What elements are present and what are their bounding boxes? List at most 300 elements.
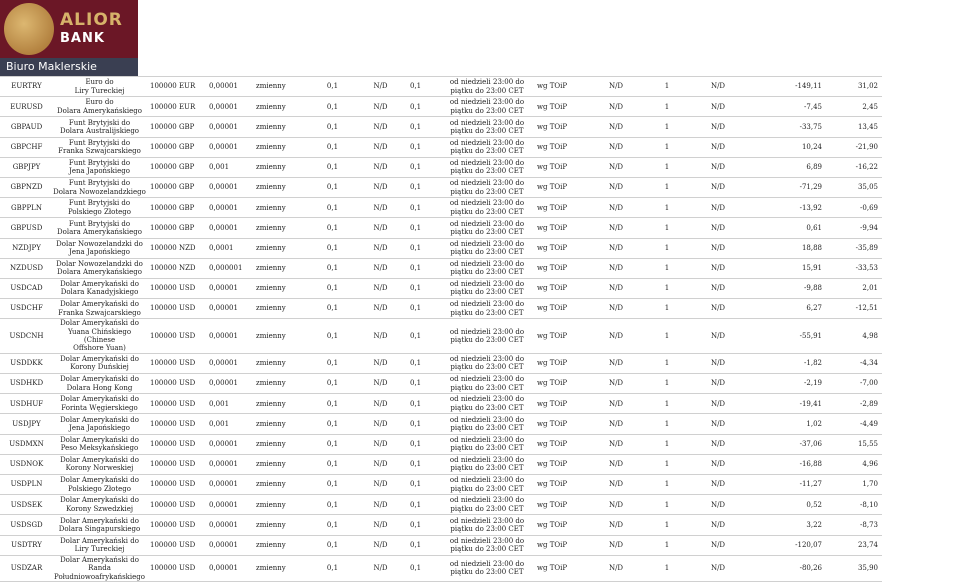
swap-long: -120,07 — [743, 535, 826, 555]
value-a: 0,1 — [308, 414, 357, 434]
trading-hours — [445, 299, 529, 319]
value-f: N/D — [693, 495, 743, 515]
swap-long: -9,88 — [743, 278, 826, 298]
rate-source: wg TOiP — [529, 535, 591, 555]
description-line: Dolar Amerykański do — [60, 536, 139, 545]
hours-line: piątku do 23:00 CET — [450, 147, 524, 156]
instrument-description — [53, 434, 146, 454]
instrument-symbol: USDTRY — [0, 535, 53, 555]
logo-alior-text: ALIOR — [60, 10, 123, 30]
coin-emblem-icon — [4, 3, 54, 55]
hours-line: piątku do 23:00 CET — [450, 484, 524, 493]
spread-type: zmienny — [254, 157, 308, 177]
description-line: Polskiego Złotego — [67, 484, 131, 493]
trading-hours — [445, 454, 529, 474]
trading-hours — [445, 278, 529, 298]
value-e: 1 — [641, 77, 693, 97]
spread-type: zmienny — [254, 258, 308, 278]
hours-line: od niedzieli 23:00 do — [449, 179, 525, 188]
value-e: 1 — [641, 198, 693, 218]
price-step: 0,00001 — [203, 535, 254, 555]
hours-line: piątku do 23:00 CET — [450, 403, 524, 412]
rate-source: wg TOiP — [529, 177, 591, 197]
value-e: 1 — [641, 117, 693, 137]
spread-type: zmienny — [254, 77, 308, 97]
value-f: N/D — [693, 117, 743, 137]
value-b: N/D — [357, 198, 404, 218]
description-line: Forinta Węgierskiego — [61, 403, 138, 412]
rate-source: wg TOiP — [529, 258, 591, 278]
value-f: N/D — [693, 515, 743, 535]
value-f: N/D — [693, 177, 743, 197]
price-step: 0,00001 — [203, 374, 254, 394]
instrument-description — [53, 137, 146, 157]
trading-hours — [445, 218, 529, 238]
swap-long: 10,24 — [743, 137, 826, 157]
table-row — [0, 515, 960, 535]
description-line: Dolar Amerykański do — [60, 375, 139, 384]
value-a: 0,1 — [308, 97, 357, 117]
hours-line: piątku do 23:00 CET — [450, 444, 524, 453]
hours-line: piątku do 23:00 CET — [450, 248, 524, 257]
table-row — [0, 374, 960, 394]
value-a: 0,1 — [308, 137, 357, 157]
value-e: 1 — [641, 434, 693, 454]
value-d: N/D — [591, 319, 641, 354]
hours-line: od niedzieli 23:00 do — [449, 375, 525, 384]
trading-hours — [445, 77, 529, 97]
swap-long: 0,52 — [743, 495, 826, 515]
hours-line: od niedzieli 23:00 do — [449, 280, 525, 289]
trading-hours — [445, 414, 529, 434]
price-step: 0,00001 — [203, 77, 254, 97]
hours-line: piątku do 23:00 CET — [450, 207, 524, 216]
value-b: N/D — [357, 475, 404, 495]
price-step: 0,00001 — [203, 299, 254, 319]
swap-short: 35,05 — [826, 177, 882, 197]
value-a: 0,1 — [308, 475, 357, 495]
rate-source: wg TOiP — [529, 475, 591, 495]
table-row — [0, 319, 960, 354]
trading-hours — [445, 495, 529, 515]
value-c: 0,1 — [404, 238, 445, 258]
hours-line: od niedzieli 23:00 do — [449, 456, 525, 464]
value-f: N/D — [693, 353, 743, 373]
value-b: N/D — [357, 117, 404, 137]
description-line: Dolara Singapurskiego — [58, 524, 141, 533]
value-a: 0,1 — [308, 319, 357, 354]
description-line: Funt Brytyjski do — [68, 158, 131, 167]
value-e: 1 — [641, 353, 693, 373]
hours-line: od niedzieli 23:00 do — [449, 415, 525, 424]
description-line: Franka Szwajcarskiego — [58, 308, 141, 317]
spread-type: zmienny — [254, 218, 308, 238]
spread-type: zmienny — [254, 414, 308, 434]
rate-source: wg TOiP — [529, 157, 591, 177]
value-c: 0,1 — [404, 555, 445, 581]
trading-hours — [445, 238, 529, 258]
rate-source: wg TOiP — [529, 434, 591, 454]
hours-line: piątku do 23:00 CET — [450, 504, 524, 513]
price-step: 0,00001 — [203, 319, 254, 354]
value-a: 0,1 — [308, 258, 357, 278]
value-f: N/D — [693, 319, 743, 354]
hours-line: od niedzieli 23:00 do — [449, 239, 525, 248]
value-e: 1 — [641, 137, 693, 157]
hours-line: od niedzieli 23:00 do — [449, 536, 525, 545]
logo-bank-text: BANK — [60, 31, 105, 46]
spread-type: zmienny — [254, 475, 308, 495]
trading-hours — [445, 434, 529, 454]
description-line: Jena Japońskiego — [69, 248, 130, 257]
description-line: Randa — [88, 564, 111, 573]
value-c: 0,1 — [404, 77, 445, 97]
value-a: 0,1 — [308, 198, 357, 218]
instrument-symbol: USDPLN — [0, 475, 53, 495]
swap-short: 31,02 — [826, 77, 882, 97]
instrument-description — [53, 353, 146, 373]
description-line: Dolara Hong Kong — [66, 383, 133, 392]
spread-type: zmienny — [254, 278, 308, 298]
swap-short: 4,96 — [826, 454, 882, 474]
value-a: 0,1 — [308, 218, 357, 238]
value-f: N/D — [693, 535, 743, 555]
table-row — [0, 278, 960, 298]
instrument-description — [53, 299, 146, 319]
table-row — [0, 434, 960, 454]
rate-source: wg TOiP — [529, 495, 591, 515]
swap-long: 18,88 — [743, 238, 826, 258]
swap-short: -8,73 — [826, 515, 882, 535]
contract-nominal: 100000 GBP — [146, 177, 203, 197]
value-f: N/D — [693, 434, 743, 454]
value-c: 0,1 — [404, 299, 445, 319]
spread-type: zmienny — [254, 177, 308, 197]
value-d: N/D — [591, 299, 641, 319]
description-line: Dolar Amerykański do — [60, 395, 139, 404]
hours-line: piątku do 23:00 CET — [450, 268, 524, 277]
rate-source: wg TOiP — [529, 117, 591, 137]
trading-hours — [445, 555, 529, 581]
instrument-description — [53, 218, 146, 238]
hours-line: od niedzieli 23:00 do — [449, 98, 525, 107]
table-row — [0, 475, 960, 495]
instrument-symbol: EURTRY — [0, 77, 53, 97]
rate-source: wg TOiP — [529, 299, 591, 319]
hours-line: od niedzieli 23:00 do — [449, 199, 525, 208]
table-row — [0, 353, 960, 373]
value-b: N/D — [357, 374, 404, 394]
instrument-symbol: GBPJPY — [0, 157, 53, 177]
value-e: 1 — [641, 515, 693, 535]
instrument-symbol: NZDJPY — [0, 238, 53, 258]
value-d: N/D — [591, 97, 641, 117]
instrument-description — [53, 198, 146, 218]
instrument-description — [53, 414, 146, 434]
value-d: N/D — [591, 374, 641, 394]
instrument-symbol: USDCHF — [0, 299, 53, 319]
description-line: Dolara Australijskiego — [59, 126, 140, 135]
value-b: N/D — [357, 218, 404, 238]
description-line: Dolar Amerykański do — [60, 435, 139, 444]
swap-long: -16,88 — [743, 454, 826, 474]
hours-line: od niedzieli 23:00 do — [449, 300, 525, 309]
instrument-description — [53, 278, 146, 298]
instrument-description — [53, 97, 146, 117]
value-b: N/D — [357, 258, 404, 278]
hours-line: od niedzieli 23:00 do — [449, 355, 525, 364]
value-a: 0,1 — [308, 495, 357, 515]
rate-source: wg TOiP — [529, 278, 591, 298]
value-d: N/D — [591, 117, 641, 137]
table-row — [0, 454, 960, 474]
description-line: Korony Norweskiej — [65, 464, 134, 473]
hours-line: piątku do 23:00 CET — [450, 187, 524, 196]
value-b: N/D — [357, 137, 404, 157]
value-f: N/D — [693, 278, 743, 298]
price-step: 0,00001 — [203, 198, 254, 218]
spread-type: zmienny — [254, 374, 308, 394]
trading-hours — [445, 394, 529, 414]
hours-line: od niedzieli 23:00 do — [449, 78, 525, 87]
value-f: N/D — [693, 258, 743, 278]
hours-line: od niedzieli 23:00 do — [449, 476, 525, 485]
value-b: N/D — [357, 238, 404, 258]
swap-short: 2,45 — [826, 97, 882, 117]
instrument-description — [53, 319, 146, 354]
spread-type: zmienny — [254, 319, 308, 354]
value-a: 0,1 — [308, 353, 357, 373]
instrument-symbol: USDHKD — [0, 374, 53, 394]
contract-nominal: 100000 GBP — [146, 117, 203, 137]
value-d: N/D — [591, 218, 641, 238]
spread-type: zmienny — [254, 97, 308, 117]
trading-hours — [445, 258, 529, 278]
swap-long: -11,27 — [743, 475, 826, 495]
swap-short: 15,55 — [826, 434, 882, 454]
instrument-description — [53, 394, 146, 414]
contract-nominal: 100000 NZD — [146, 258, 203, 278]
trading-hours — [445, 198, 529, 218]
value-e: 1 — [641, 319, 693, 354]
description-line: Dolar Amerykański do — [60, 555, 139, 564]
rate-source: wg TOiP — [529, 555, 591, 581]
rate-source: wg TOiP — [529, 238, 591, 258]
rate-source: wg TOiP — [529, 218, 591, 238]
trading-hours — [445, 475, 529, 495]
table-row — [0, 394, 960, 414]
trading-hours — [445, 137, 529, 157]
value-c: 0,1 — [404, 198, 445, 218]
description-line: Południowoafrykańskiego — [54, 572, 145, 581]
trading-hours — [445, 353, 529, 373]
value-c: 0,1 — [404, 535, 445, 555]
contract-nominal: 100000 GBP — [146, 137, 203, 157]
hours-line: piątku do 23:00 CET — [450, 545, 524, 554]
description-line: Dolara Nowozelandzkiego — [53, 187, 146, 196]
value-f: N/D — [693, 555, 743, 581]
description-line: Dolar Amerykański do — [60, 300, 139, 309]
contract-nominal: 100000 GBP — [146, 198, 203, 218]
value-a: 0,1 — [308, 117, 357, 137]
contract-nominal: 100000 USD — [146, 555, 203, 581]
description-line: Dolar Amerykański do — [60, 516, 139, 525]
value-c: 0,1 — [404, 495, 445, 515]
swap-long: -149,11 — [743, 77, 826, 97]
swap-long: -2,19 — [743, 374, 826, 394]
value-e: 1 — [641, 258, 693, 278]
value-c: 0,1 — [404, 258, 445, 278]
value-e: 1 — [641, 475, 693, 495]
swap-long: -55,91 — [743, 319, 826, 354]
value-c: 0,1 — [404, 137, 445, 157]
value-d: N/D — [591, 555, 641, 581]
value-b: N/D — [357, 495, 404, 515]
table-row — [0, 218, 960, 238]
table-row — [0, 299, 960, 319]
table-row — [0, 555, 960, 581]
price-step: 0,00001 — [203, 278, 254, 298]
instrument-description — [53, 77, 146, 97]
description-line: Dolar Amerykański do — [60, 496, 139, 505]
value-d: N/D — [591, 475, 641, 495]
description-line: Funt Brytyjski do — [68, 219, 131, 228]
description-line: Jena Japońskiego — [69, 167, 130, 176]
hours-line: od niedzieli 23:00 do — [449, 158, 525, 167]
contract-nominal: 100000 GBP — [146, 218, 203, 238]
hours-line: piątku do 23:00 CET — [450, 86, 524, 95]
spread-type: zmienny — [254, 394, 308, 414]
value-c: 0,1 — [404, 454, 445, 474]
contract-nominal: 100000 EUR — [146, 97, 203, 117]
value-c: 0,1 — [404, 475, 445, 495]
spread-type: zmienny — [254, 353, 308, 373]
value-e: 1 — [641, 157, 693, 177]
value-c: 0,1 — [404, 117, 445, 137]
swap-short: -0,69 — [826, 198, 882, 218]
value-b: N/D — [357, 535, 404, 555]
price-step: 0,00001 — [203, 454, 254, 474]
price-step: 0,001 — [203, 157, 254, 177]
rate-source: wg TOiP — [529, 515, 591, 535]
swap-long: -80,26 — [743, 555, 826, 581]
value-f: N/D — [693, 414, 743, 434]
contract-nominal: 100000 USD — [146, 454, 203, 474]
instrument-description — [53, 157, 146, 177]
swap-short: -9,94 — [826, 218, 882, 238]
swap-short: -8,10 — [826, 495, 882, 515]
instrument-description — [53, 238, 146, 258]
rate-source: wg TOiP — [529, 319, 591, 354]
trading-hours — [445, 157, 529, 177]
rate-source: wg TOiP — [529, 414, 591, 434]
instrument-symbol: GBPNZD — [0, 177, 53, 197]
rate-source: wg TOiP — [529, 97, 591, 117]
swap-short: -16,22 — [826, 157, 882, 177]
instruments-table — [0, 76, 960, 582]
hours-line: piątku do 23:00 CET — [450, 383, 524, 392]
spread-type: zmienny — [254, 117, 308, 137]
instrument-description — [53, 535, 146, 555]
rate-source: wg TOiP — [529, 394, 591, 414]
description-line: Dolar Amerykański do — [60, 476, 139, 485]
contract-nominal: 100000 USD — [146, 535, 203, 555]
instruments-table-body — [0, 77, 960, 582]
swap-long: 1,02 — [743, 414, 826, 434]
value-f: N/D — [693, 394, 743, 414]
hours-line: piątku do 23:00 CET — [450, 126, 524, 135]
description-line: Dolar Amerykański do — [60, 280, 139, 289]
value-d: N/D — [591, 177, 641, 197]
instrument-symbol: GBPCHF — [0, 137, 53, 157]
value-b: N/D — [357, 299, 404, 319]
value-b: N/D — [357, 177, 404, 197]
value-a: 0,1 — [308, 238, 357, 258]
contract-nominal: 100000 USD — [146, 374, 203, 394]
value-a: 0,1 — [308, 555, 357, 581]
hours-line: piątku do 23:00 CET — [450, 308, 524, 317]
description-line: Funt Brytyjski do — [68, 138, 131, 147]
contract-nominal: 100000 USD — [146, 394, 203, 414]
instrument-description — [53, 117, 146, 137]
value-f: N/D — [693, 374, 743, 394]
instrument-symbol: USDCNH — [0, 319, 53, 354]
swap-short: -2,89 — [826, 394, 882, 414]
price-step: 0,00001 — [203, 434, 254, 454]
contract-nominal: 100000 USD — [146, 353, 203, 373]
value-d: N/D — [591, 258, 641, 278]
description-line: Funt Brytyjski do — [68, 118, 131, 127]
description-line: Dolar Amerykański do — [60, 319, 139, 328]
value-e: 1 — [641, 238, 693, 258]
instrument-symbol: USDMXN — [0, 434, 53, 454]
spread-type: zmienny — [254, 299, 308, 319]
value-d: N/D — [591, 157, 641, 177]
contract-nominal: 100000 USD — [146, 434, 203, 454]
value-d: N/D — [591, 515, 641, 535]
contract-nominal: 100000 USD — [146, 414, 203, 434]
trading-hours — [445, 535, 529, 555]
instrument-symbol: USDSEK — [0, 495, 53, 515]
contract-nominal: 100000 NZD — [146, 238, 203, 258]
table-row — [0, 97, 960, 117]
hours-line: od niedzieli 23:00 do — [449, 259, 525, 268]
value-c: 0,1 — [404, 97, 445, 117]
table-row — [0, 258, 960, 278]
description-line: Euro do — [85, 78, 114, 87]
price-step: 0,001 — [203, 394, 254, 414]
description-line: Peso Meksykańskiego — [60, 444, 139, 453]
instrument-description — [53, 495, 146, 515]
swap-short: 23,74 — [826, 535, 882, 555]
instrument-description — [53, 374, 146, 394]
hours-line: piątku do 23:00 CET — [450, 424, 524, 433]
value-e: 1 — [641, 495, 693, 515]
value-b: N/D — [357, 434, 404, 454]
value-b: N/D — [357, 515, 404, 535]
rate-source: wg TOiP — [529, 454, 591, 474]
contract-nominal: 100000 USD — [146, 278, 203, 298]
instrument-symbol: USDNOK — [0, 454, 53, 474]
value-b: N/D — [357, 77, 404, 97]
value-f: N/D — [693, 137, 743, 157]
contract-nominal: 100000 EUR — [146, 77, 203, 97]
contract-nominal: 100000 USD — [146, 515, 203, 535]
swap-long: -37,06 — [743, 434, 826, 454]
value-a: 0,1 — [308, 515, 357, 535]
table-row — [0, 198, 960, 218]
instrument-description — [53, 475, 146, 495]
